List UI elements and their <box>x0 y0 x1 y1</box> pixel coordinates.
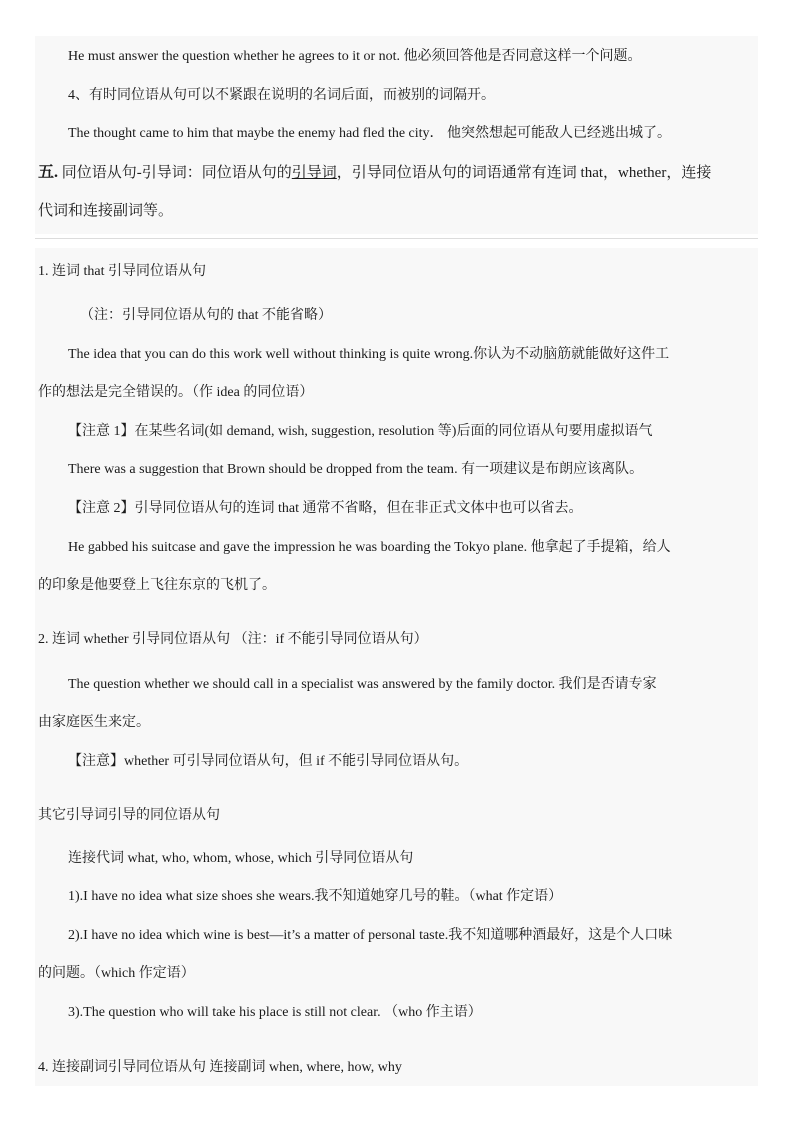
example-specialist-2: 由家庭医生来定。 <box>38 715 150 730</box>
example-thought-came: The thought came to him that maybe the enemy had fled the city． 他突然想起可能敌人已经逃出城了。 <box>68 126 672 141</box>
bottom-section <box>35 248 758 1086</box>
connective-pronouns: 连接代词 what, who, whom, whose, which 引导同位语从句 <box>68 851 414 866</box>
other-introducers-heading: 其它引导词引导的同位语从句 <box>38 808 220 823</box>
introducer-link[interactable]: 引导词 <box>291 165 337 181</box>
that-note: （注：引导同位语从句的 that 不能省略） <box>80 308 332 323</box>
example-idea-1: The idea that you can do this work well without thinking is quite wrong.你认为不动脑筋就能做好这件工 <box>68 347 670 362</box>
example-suitcase-1: He gabbed his suitcase and gave the impression he was boarding the Tokyo plane. 他拿起了手提箱，给人 <box>68 540 671 555</box>
example-suggestion: There was a suggestion that Brown should be dropped from the team. 有一项建议是布朗应该离队。 <box>68 462 644 477</box>
whether-note: 【注意】whether 可引导同位语从句，但 if 不能引导同位语从句。 <box>68 754 469 769</box>
note-1-subjunctive: 【注意 1】在某些名词(如 demand, wish, suggestion, resolution 等)后面的同位语从句要用虚拟语气 <box>68 424 653 439</box>
example-specialist-1: The question whether we should call in a specialist was answered by the family doctor. 我们是否请专家 <box>68 677 657 692</box>
example-who: 3).The question who will take his place is still not clear. （who 作主语） <box>68 1005 482 1020</box>
adverbs-heading: 4. 连接副词引导同位语从句 连接副词 when, where, how, why <box>38 1060 402 1075</box>
whether-heading: 2. 连词 whether 引导同位语从句 （注：if 不能引导同位语从句） <box>38 632 428 647</box>
example-idea-2: 作的想法是完全错误的。（作 idea 的同位语） <box>38 385 314 400</box>
example-what: 1).I have no idea what size shoes she wears.我不知道她穿几号的鞋。（what 作定语） <box>68 889 563 904</box>
that-heading: 1. 连词 that 引导同位语从句 <box>38 264 206 279</box>
section-5-heading-cont: 代词和连接副词等。 <box>38 203 174 219</box>
note-2-omission: 【注意 2】引导同位语从句的连词 that 通常不省略，但在非正式文体中也可以省去。 <box>68 501 583 516</box>
example-suitcase-2: 的印象是他要登上飞往东京的飞机了。 <box>38 578 276 593</box>
section-5-text-b: ，引导同位语从句的词语通常有连词 that，whether，连接 <box>336 165 712 181</box>
example-which-1: 2).I have no idea which wine is best—it’s a matter of personal taste.我不知道哪种酒最好，这是个人口味 <box>68 928 673 943</box>
example-which-2: 的问题。（which 作定语） <box>38 966 195 981</box>
section-divider <box>35 238 758 239</box>
example-answer-question: He must answer the question whether he agrees to it or not. 他必须回答他是否同意这样一个问题。 <box>68 49 642 64</box>
section-5-heading <box>38 163 711 183</box>
section-5-number: 五. <box>38 164 59 181</box>
section-5-text-a: 同位语从句-引导词：同位语从句的 <box>58 165 292 181</box>
rule-4-separated: 4、有时同位语从句可以不紧跟在说明的名词后面，而被别的词隔开。 <box>68 88 495 103</box>
